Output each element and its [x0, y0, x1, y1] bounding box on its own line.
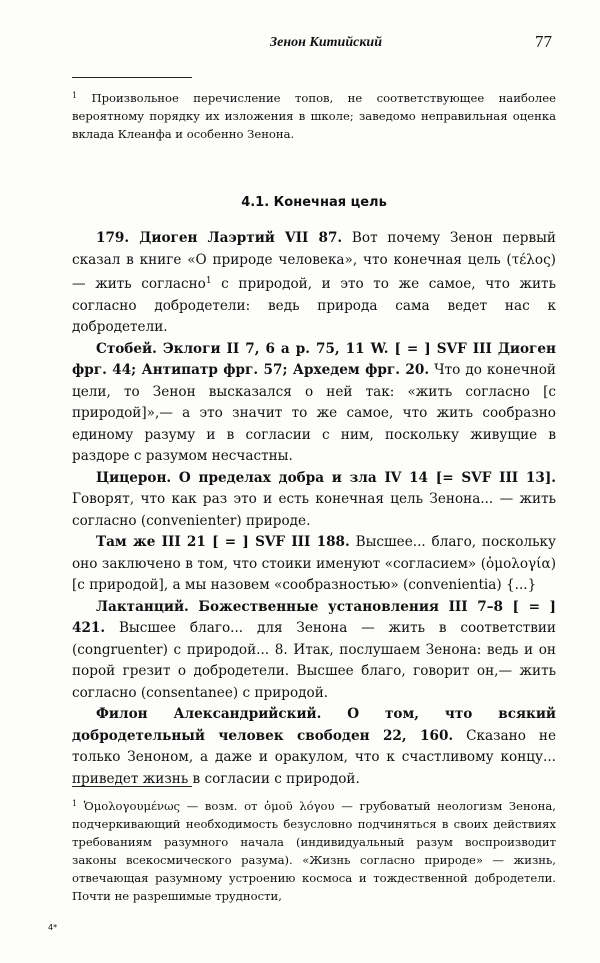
paragraph-text: Говорят, что как раз это и есть конечная цель Зенона... — жить согласно (convenienter) природе. — [72, 491, 556, 529]
footnote-text: Произвольное перечисление топов, не соответствующее наиболее вероятному порядку их изложения в школе; заведомо неправильная оценка вклада Клеанфа и особенно Зенона. — [72, 91, 556, 141]
footnote-rule-top — [72, 77, 192, 78]
paragraph-179 — [72, 228, 556, 339]
signature-mark: 4* — [48, 923, 58, 932]
source-citation: Цицерон. О пределах добра и зла IV 14 [= SVF III 13]. — [96, 469, 556, 486]
main-text — [72, 228, 556, 790]
paragraph-ibid — [72, 532, 556, 597]
paragraph-stobaeus — [72, 339, 556, 468]
footnote-reference: 1 — [205, 276, 212, 286]
source-citation: Стобей. Эклоги II 7, 6 а р. 75, 11 W. [ = ] SVF III Диоген фрг. 44; Антипатр фрг. 57; Архедем фрг. 20. — [72, 340, 556, 378]
source-citation: Там же III 21 [ = ] SVF III 188. — [96, 534, 350, 550]
footnote-mark: 1 — [72, 799, 78, 808]
bottom-footnote — [72, 795, 556, 905]
section-heading: 4.1. Конечная цель — [241, 195, 387, 210]
source-citation: Филон Александрийский. О том, что всякий добродетельный человек свободен 22, 160. — [72, 706, 556, 744]
top-footnote — [72, 87, 556, 143]
footnote-mark: 1 — [72, 91, 78, 100]
paragraph-text: Что до конечной цели, то Зенон высказался о ней так: «жить согласно [с природой]»,— а это значит то же самое, что жить сообразно единому разуму и в согласии с ним, поскольку живущие в раздоре с разумом несчастны. — [72, 362, 556, 464]
paragraph-text: Высшее благо... для Зенона — жить в соответствии (congruenter) с природой... 8. Итак, послушаем Зенона: ведь и он порой грезит о добродетели. Высшее благо, говорит он,— жить согласно (consentanee) с природой. — [72, 620, 556, 701]
paragraph-philo — [72, 704, 556, 790]
paragraph-text: Вот почему Зенон первый сказал в книге «О природе человека», что конечная цель (τέλος) — жить согласно — [72, 230, 556, 292]
footnote-rule-bottom — [72, 786, 192, 787]
paragraph-text: с природой, и это то же самое, что жить согласно добродетели: ведь природа сама ведет нас к добродетели. — [72, 276, 556, 335]
source-citation: 179. Диоген Лаэртий VII 87. — [96, 230, 343, 246]
running-header — [100, 32, 552, 56]
footnote-text: Ὁμολογουμένως — возм. от ὁμοῦ λόγου — грубоватый неологизм Зенона, подчеркивающий необходимость безусловно подчиняться в своих действиях требованиям разумного начала (индивидуальный разум воспроизводит законы всекосмического разума). «Жизнь согласно природе» — жизнь, отвечающая разумному устроению космоса и тождественной добродетели. Почти не разрешимые трудности, — [72, 799, 556, 903]
paragraph-cicero — [72, 468, 556, 533]
paragraph-text: Высшее... благо, поскольку оно заключено в том, что стоики именуют «согласием» (ὁμολογία) [с природой], а мы назовем «сообразностью» (convenientia) {...} — [72, 534, 556, 593]
source-citation: Лактанций. Божественные установления III 7–8 [ = ] 421. — [72, 598, 556, 636]
paragraph-lactantius — [72, 597, 556, 705]
running-title: Зенон Китийский — [269, 35, 382, 50]
page-number: 77 — [535, 32, 552, 51]
paragraph-text: Сказано не только Зеноном, а даже и оракулом, что к счастливому концу... приведет жизнь в согласии с природой. — [72, 727, 556, 787]
